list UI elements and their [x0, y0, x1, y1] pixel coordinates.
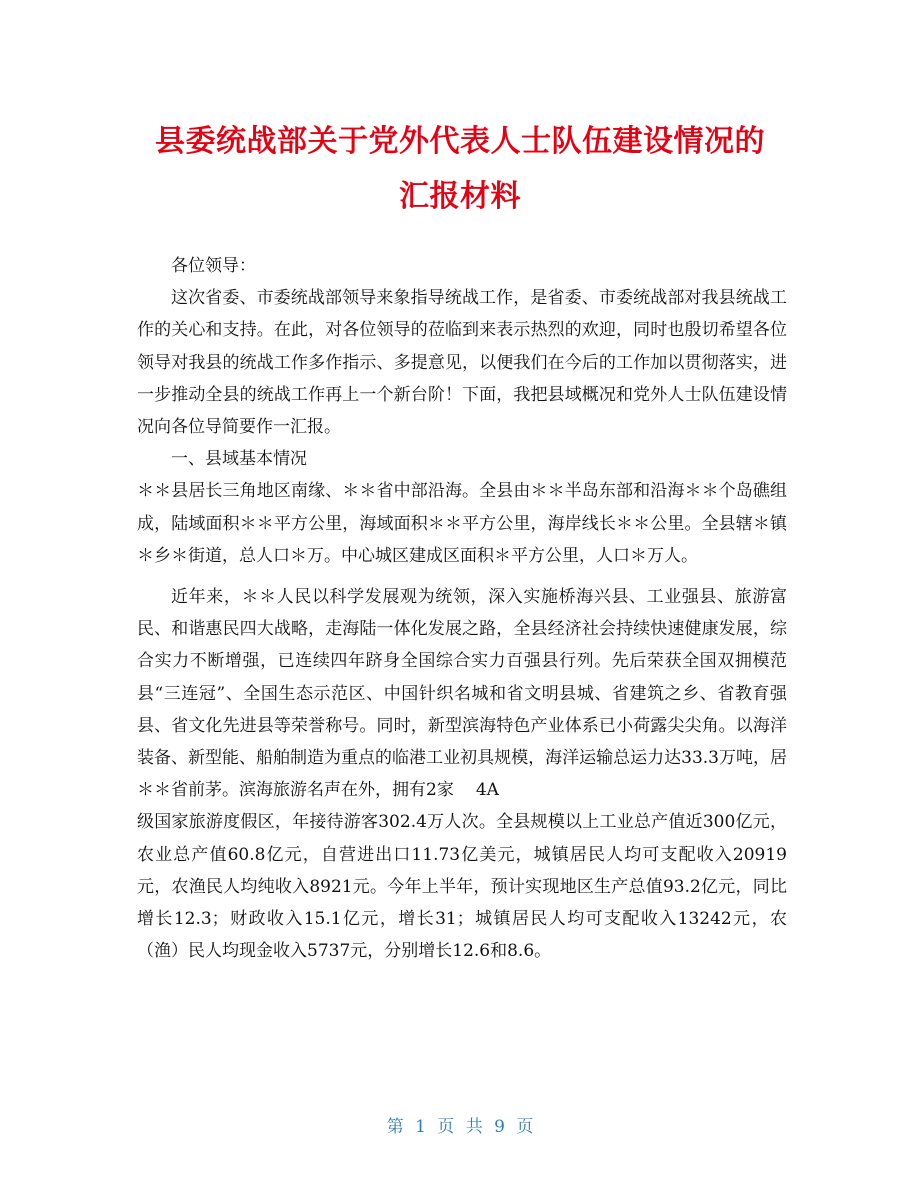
paragraph-intro: 这次省委、市委统战部领导来象指导统战工作，是省委、市委统战部对我县统战工作的关心和支持。在此，对各位领导的莅临到来表示热烈的欢迎，同时也殷切希望各位领导对我县的统战工作多作指示、多提意见，以便我们在今后的工作加以贯彻落实，进一步推动全县的统战工作再上一个新台阶！下面，我把县域概况和党外人士队伍建设情况向各位导简要作一汇报。 — [137, 288, 787, 438]
paragraph-recent-development-part2: 级国家旅游度假区，年接待游客302.4万人次。全县规模以上工业总产值近300亿元，农业总产值60.8亿元，自营进出口11.73亿美元，城镇居民人均可支配收入20919元，农渔民人均纯收入8921元。今年上半年，预计实现地区生产总值93.2亿元，同比增长12.3；财政收入15.1亿元，增长31；城镇居民人均可支配收入13242元，农（渔）民人均现金收入5737元，分别增长12.6和8.6。 — [137, 812, 787, 962]
greeting: 各位领导： — [171, 256, 256, 276]
page-number-footer: 第 1 页 共 9 页 — [386, 1117, 534, 1137]
paragraph-recent-development — [137, 581, 787, 967]
document-title-line1: 县委统战部关于党外代表人士队伍建设情况的 — [155, 124, 765, 159]
paragraph-county-location: ＊＊县居长三角地区南缘、＊＊省中部沿海。全县由＊＊半岛东部和沿海＊＊个岛礁组成，陆域面积＊＊平方公里，海域面积＊＊平方公里，海岸线长＊＊公里。全县辖＊镇＊乡＊街道，总人口＊万。中心城区建成区面积＊平方公里，人口＊万人。 — [137, 481, 787, 566]
paragraph-recent-development-part1: 近年来，＊＊人民以科学发展观为统领，深入实施桥海兴县、工业强县、旅游富民、和谐惠民四大战略，走海陆一体化发展之路，全县经济社会持续快速健康发展，综合实力不断增强，已连续四年跻身全国综合实力百强县行列。先后荣获全国双拥模范县“三连冠”、全国生态示范区、中国针织名城和省文明县城、省建筑之乡、省教育强县、省文化先进县等荣誉称号。同时，新型滨海特色产业体系已小荷露尖尖角。以海洋装备、新型能、船舶制造为重点的临港工业初具规模，海洋运输总运力达33.3万吨，居＊＊省前茅。滨海旅游名声在外，拥有2家 — [137, 587, 787, 801]
rating-4a: 4A — [475, 780, 499, 801]
section-heading-county-overview: 一、县域基本情况 — [171, 449, 307, 470]
document-body — [137, 250, 787, 967]
document-title-line2: 汇报材料 — [399, 179, 521, 214]
